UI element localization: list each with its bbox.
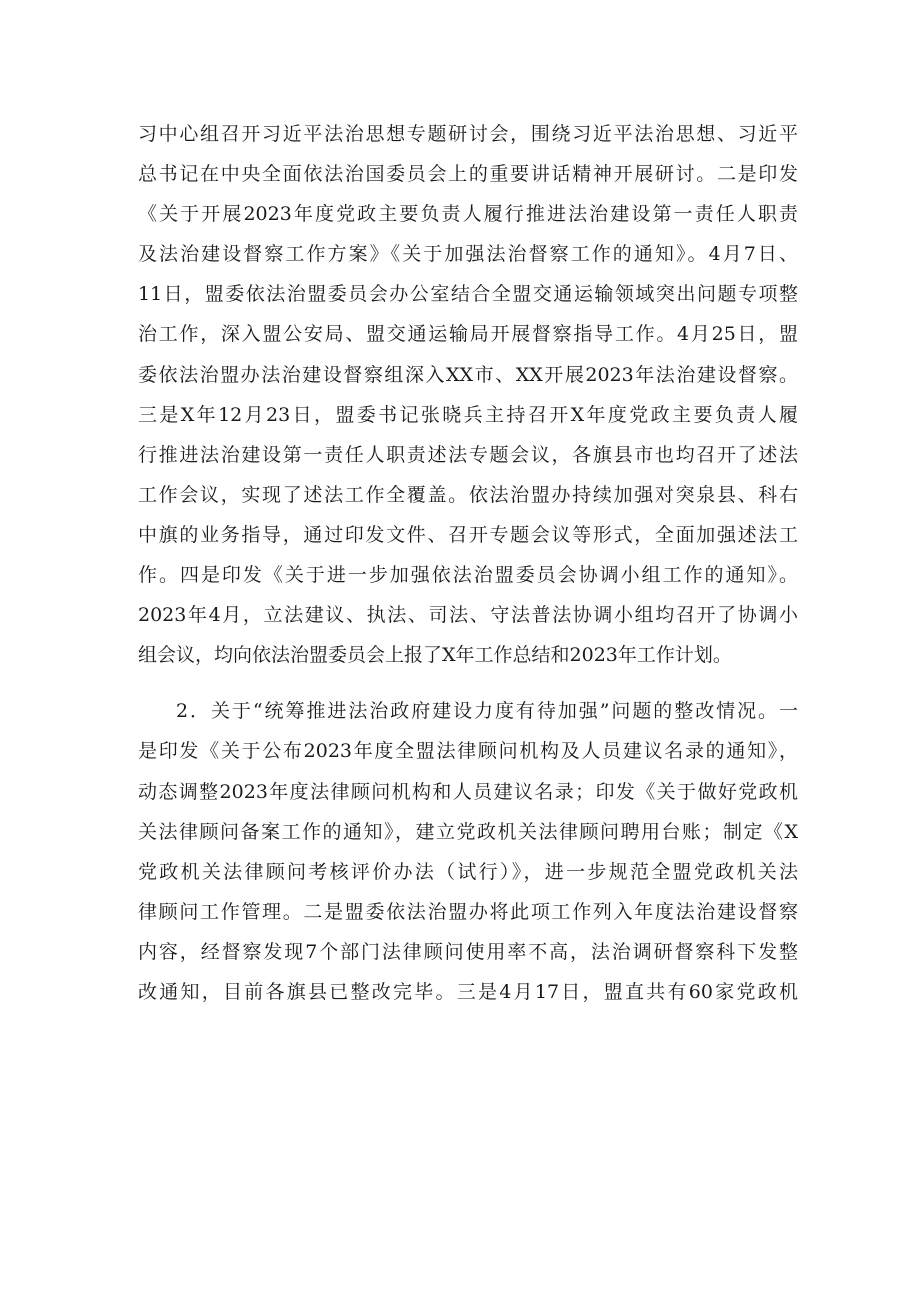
paragraph-2	[138, 691, 798, 1012]
document-body	[138, 114, 798, 1012]
text-line: 及法治建设督察工作方案》《关于加强法治督察工作的通知》。4月7日、	[138, 243, 798, 266]
text-line: 行推进法治建设第一责任人职责述法专题会议，各旗县市也均召开了述法	[138, 443, 798, 466]
text-line: 习中心组召开习近平法治思想专题研讨会，围绕习近平法治思想、习近平	[138, 123, 798, 145]
text-line: 三是X年12月23日，盟委书记张晓兵主持召开X年度党政主要负责人履	[138, 403, 798, 426]
text-line: 2．关于“统筹推进法治政府建设力度有待加强”问题的整改情况。一	[176, 700, 798, 723]
text-line: 治工作，深入盟公安局、盟交通运输局开展督察指导工作。4月25日，盟	[138, 323, 798, 346]
text-line: 总书记在中央全面依法治国委员会上的重要讲话精神开展研讨。二是印发	[138, 163, 798, 186]
text-line: 动态调整2023年度法律顾问机构和人员建议名录；印发《关于做好党政机	[138, 780, 798, 803]
text-line: 2023年4月，立法建议、执法、司法、守法普法协调小组均召开了协调小	[138, 604, 798, 627]
text-line: 改通知，目前各旗县已整改完毕。三是4月17日，盟直共有60家党政机	[138, 980, 798, 1003]
text-line: 11日，盟委依法治盟委员会办公室结合全盟交通运输领域突出问题专项整	[138, 283, 798, 306]
text-line: 组会议，均向依法治盟委员会上报了X年工作总结和2023年工作计划。	[138, 644, 732, 667]
text-line: 内容，经督察发现7个部门法律顾问使用率不高，法治调研督察科下发整	[138, 940, 798, 963]
text-line: 工作会议，实现了述法工作全覆盖。依法治盟办持续加强对突泉县、科右	[138, 483, 798, 506]
text-line: 《关于开展2023年度党政主要负责人履行推进法治建设第一责任人职责	[138, 203, 798, 226]
text-line: 委依法治盟办法治建设督察组深入XX市、XX开展2023年法治建设督察。	[138, 363, 798, 386]
text-line: 关法律顾问备案工作的通知》，建立党政机关法律顾问聘用台账；制定《X	[138, 820, 798, 843]
text-line: 律顾问工作管理。二是盟委依法治盟办将此项工作列入年度法治建设督察	[138, 900, 798, 923]
text-line: 党政机关法律顾问考核评价办法（试行）》，进一步规范全盟党政机关法	[138, 860, 798, 883]
paragraph-1	[138, 114, 798, 675]
text-line: 作。四是印发《关于进一步加强依法治盟委员会协调小组工作的通知》。	[138, 564, 798, 587]
paragraph-gap	[138, 675, 798, 691]
text-line: 中旗的业务指导，通过印发文件、召开专题会议等形式，全面加强述法工	[138, 523, 798, 546]
text-line: 是印发《关于公布2023年度全盟法律顾问机构及人员建议名录的通知》，	[138, 740, 798, 763]
